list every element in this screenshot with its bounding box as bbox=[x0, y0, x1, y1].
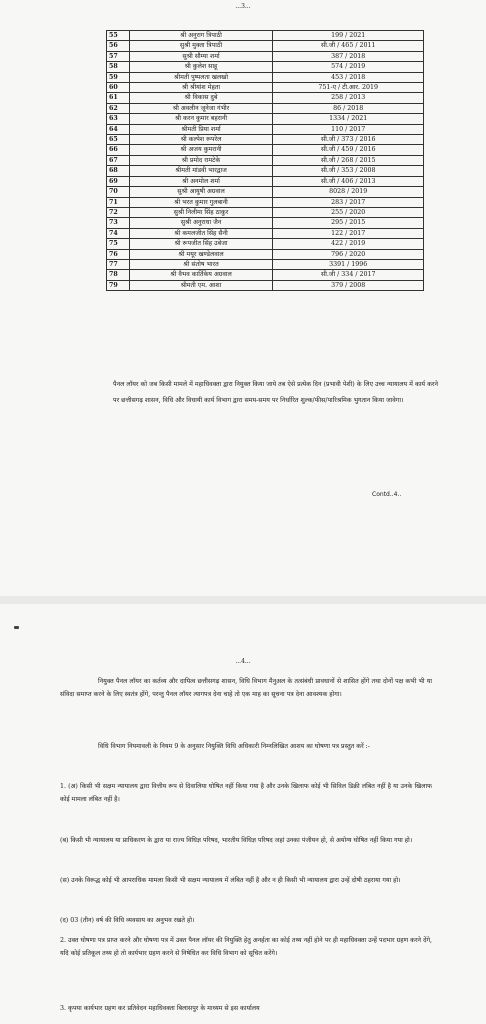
serial-number-cell: 71 bbox=[107, 197, 130, 207]
serial-number-cell: 79 bbox=[107, 280, 130, 290]
declaration-point-3: 3. कृपया कार्यभार ग्रहण कर प्रतिवेदन महाधिवक्ता बिलासपुर के माध्यम से इस कार्यालय bbox=[60, 1005, 260, 1012]
table-row bbox=[107, 155, 424, 165]
serial-number-cell: 69 bbox=[107, 176, 130, 186]
table-row bbox=[107, 187, 424, 197]
serial-number-cell: 73 bbox=[107, 218, 130, 228]
table-row bbox=[107, 62, 424, 72]
enrollment-number-cell: सी.जी / 465 / 2011 bbox=[273, 41, 424, 51]
table-row bbox=[107, 103, 424, 113]
lawyer-name-cell: श्री करन कुमार बहरानी bbox=[129, 114, 273, 124]
lawyer-name-cell: श्रीमती एम. आशा bbox=[129, 280, 273, 290]
lawyer-name-cell: सुश्री अनुराधा जैन bbox=[129, 218, 273, 228]
enrollment-number-cell: 122 / 2017 bbox=[273, 228, 424, 238]
enrollment-number-cell: 295 / 2015 bbox=[273, 218, 424, 228]
table-row bbox=[107, 124, 424, 134]
serial-number-cell: 56 bbox=[107, 41, 130, 51]
enrollment-number-cell: सी.जी / 459 / 2016 bbox=[273, 145, 424, 155]
scan-mark bbox=[14, 626, 19, 629]
table-row bbox=[107, 41, 424, 51]
declaration-point-2: 2. उक्त घोषणा पत्र प्राप्त करने और घोषणा पत्र में उक्त पैनल लॉयर की नियुक्ति हेतु अनर्हता का कोई तथ्य नहीं होने पर ही महाधिवक्ता उन्हें पदभार ग्रहण करने देंगे, यदि कोई प्रतिकूल तथ्य हो तो कार्यभार ग्रहण करने से निषेधित कर विधि विभाग को सूचित करेंगे। bbox=[60, 937, 432, 957]
serial-number-cell: 70 bbox=[107, 187, 130, 197]
page-number: ...4... bbox=[235, 658, 251, 665]
lawyer-name-cell: श्री अजय कुमरानी bbox=[129, 145, 273, 155]
enrollment-number-cell: 1334 / 2021 bbox=[273, 114, 424, 124]
table-row bbox=[107, 93, 424, 103]
duty-paragraph: नियुक्त पैनल लॉयर का कर्तव्य और दायित्व छत्तीसगढ़ शासन, विधि विभाग मैनुअल के तत्संबंधी प्रावधानों से शासित होंगे तथा दोनों पक्ष कभी भी या संविदा समाप्त करने के लिए स्वतंत्र होंगे, परन्तु पैनल लॉयर त्यागपत्र देना चाहे तो एक माह का सूचना पत्र देना आवश्यक होगा। bbox=[60, 678, 432, 698]
declaration-item-a: 1. (अ) किसी भी सक्षम न्यायालय द्वारा वित्तीय रूप से दिवालिया घोषित नहीं किया गया है और उनके खिलाफ कोई भी सिविल डिक्री लंबित नहीं है या उनके खिलाफ कोई मामला लंबित नहीं है। bbox=[60, 783, 432, 803]
table-row bbox=[107, 145, 424, 155]
table-row bbox=[107, 259, 424, 269]
enrollment-number-cell: 796 / 2020 bbox=[273, 249, 424, 259]
table-row bbox=[107, 249, 424, 259]
enrollment-number-cell: 3391 / 1996 bbox=[273, 259, 424, 269]
declaration-item-d: (द) 03 (तीन) वर्ष की विधि व्यवसाय का अनुभव रखते हो। bbox=[60, 917, 195, 924]
enrollment-number-cell: 422 / 2019 bbox=[273, 239, 424, 249]
enrollment-number-cell: सी.जी / 268 / 2015 bbox=[273, 155, 424, 165]
enrollment-number-cell: 387 / 2018 bbox=[273, 51, 424, 61]
table-row bbox=[107, 83, 424, 93]
table-row bbox=[107, 114, 424, 124]
serial-number-cell: 55 bbox=[107, 31, 130, 41]
enrollment-number-cell: 255 / 2020 bbox=[273, 207, 424, 217]
serial-number-cell: 65 bbox=[107, 135, 130, 145]
lawyer-name-cell: श्री कमलजीत सिंह सैनी bbox=[129, 228, 273, 238]
table-row bbox=[107, 72, 424, 82]
serial-number-cell: 57 bbox=[107, 51, 130, 61]
lawyer-name-cell: श्री अवलीन जूनेजा गंभीर bbox=[129, 103, 273, 113]
lawyer-name-cell: श्रीमती प्रिया शर्मा bbox=[129, 124, 273, 134]
table-row bbox=[107, 280, 424, 290]
table-body bbox=[107, 31, 424, 291]
continued-note: Contd..4.. bbox=[372, 491, 402, 498]
enrollment-number-cell: 283 / 2017 bbox=[273, 197, 424, 207]
lawyer-name-cell: श्री कल्पेश रूपरेल bbox=[129, 135, 273, 145]
lawyer-name-cell: श्रीमती पुष्पलता खलखो bbox=[129, 72, 273, 82]
serial-number-cell: 59 bbox=[107, 72, 130, 82]
lawyer-name-cell: सुश्री आयुषी अग्रवाल bbox=[129, 187, 273, 197]
table-row bbox=[107, 218, 424, 228]
table-row bbox=[107, 166, 424, 176]
lawyer-name-cell: सुश्री सौम्या शर्मा bbox=[129, 51, 273, 61]
serial-number-cell: 68 bbox=[107, 166, 130, 176]
serial-number-cell: 58 bbox=[107, 62, 130, 72]
serial-number-cell: 77 bbox=[107, 259, 130, 269]
table-row bbox=[107, 207, 424, 217]
enrollment-number-cell: 379 / 2008 bbox=[273, 280, 424, 290]
serial-number-cell: 60 bbox=[107, 83, 130, 93]
table-row bbox=[107, 135, 424, 145]
enrollment-number-cell: 110 / 2017 bbox=[273, 124, 424, 134]
lawyer-name-cell: श्री अनमोल शर्मा bbox=[129, 176, 273, 186]
declaration-item-c: (स) उनके विरूद्ध कोई भी आपराधिक मामला किसी भी सक्षम न्यायालय में लंबित नहीं है और न ही किसी भी न्यायालय द्वारा उन्हें दोषी ठहराया गया हो। bbox=[60, 877, 401, 884]
lawyer-name-cell: श्रीमती मांडवी भारद्वाज bbox=[129, 166, 273, 176]
table-row bbox=[107, 228, 424, 238]
lawyer-name-cell: श्री कुलेश साहू bbox=[129, 62, 273, 72]
enrollment-number-cell: सी.जी / 353 / 2008 bbox=[273, 166, 424, 176]
lawyer-name-cell: श्री संतोष भारत bbox=[129, 259, 273, 269]
lawyer-name-cell: श्री वैभव कार्तिकेय अग्रवाल bbox=[129, 270, 273, 280]
table-row bbox=[107, 239, 424, 249]
serial-number-cell: 74 bbox=[107, 228, 130, 238]
lawyer-name-cell: श्री श्रीयांश मेहता bbox=[129, 83, 273, 93]
fee-paragraph: पैनल लॉयर को जब किसी मामले में महाधिवक्ता द्वारा नियुक्त किया जाये तब ऐसे प्रत्येक दिन (प्रभावी पेशी) के लिए उच्च न्यायालय में कार्य करने पर छत्तीसगढ़ शासन, विधि और विधायी कार्य विभाग द्वारा समय-समय पर निर्धारित शुल्क/फीस/पारिश्रमिक भुगतान किया जावेगा। bbox=[113, 381, 438, 404]
rule-paragraph: विधि विभाग नियमावली के नियम 9 के अनुसार नियुक्ति विधि अधिकारी निम्नलिखित आशय का घोषणा पत्र प्रस्तुत करें :- bbox=[98, 743, 370, 750]
page-number: ...3... bbox=[235, 3, 251, 10]
enrollment-number-cell: 199 / 2021 bbox=[273, 31, 424, 41]
panel-lawyer-table bbox=[106, 30, 424, 291]
serial-number-cell: 78 bbox=[107, 270, 130, 280]
enrollment-number-cell: सी.जी / 406 / 2013 bbox=[273, 176, 424, 186]
enrollment-number-cell: 574 / 2019 bbox=[273, 62, 424, 72]
serial-number-cell: 76 bbox=[107, 249, 130, 259]
table-row bbox=[107, 51, 424, 61]
document-page-4 bbox=[0, 604, 486, 1024]
enrollment-number-cell: 453 / 2018 bbox=[273, 72, 424, 82]
enrollment-number-cell: 8028 / 2019 bbox=[273, 187, 424, 197]
serial-number-cell: 72 bbox=[107, 207, 130, 217]
serial-number-cell: 62 bbox=[107, 103, 130, 113]
serial-number-cell: 63 bbox=[107, 114, 130, 124]
lawyer-name-cell: श्री अनुराग त्रिपाठी bbox=[129, 31, 273, 41]
table-row bbox=[107, 31, 424, 41]
lawyer-name-cell: श्री भरत कुमार गुलबानी bbox=[129, 197, 273, 207]
serial-number-cell: 66 bbox=[107, 145, 130, 155]
serial-number-cell: 61 bbox=[107, 93, 130, 103]
serial-number-cell: 67 bbox=[107, 155, 130, 165]
enrollment-number-cell: 86 / 2018 bbox=[273, 103, 424, 113]
lawyer-name-cell: सुश्री निलीमा सिंह ठाकुर bbox=[129, 207, 273, 217]
serial-number-cell: 64 bbox=[107, 124, 130, 134]
enrollment-number-cell: 258 / 2013 bbox=[273, 93, 424, 103]
lawyer-name-cell: श्री मयूर खण्डेलवाल bbox=[129, 249, 273, 259]
lawyer-name-cell: श्री प्रमोद रामटेके bbox=[129, 155, 273, 165]
lawyer-name-cell: सुश्री मुक्ता त्रिपाठी bbox=[129, 41, 273, 51]
table-row bbox=[107, 197, 424, 207]
enrollment-number-cell: 751-ए / टी.आर. 2019 bbox=[273, 83, 424, 93]
lawyer-name-cell: श्री रूपजीत सिंह उबेजा bbox=[129, 239, 273, 249]
declaration-item-b: (ब) किसी भी न्यायालय या प्राधिकरण के द्वारा या राज्य विधिज्ञ परिषद, भारतीय विधिज्ञ परिषद जहां उनका पंजीयन हो, से अयोग्य घोषित नहीं किया गया हो। bbox=[60, 837, 413, 844]
table-row bbox=[107, 270, 424, 280]
lawyer-name-cell: श्री विकास दुबे bbox=[129, 93, 273, 103]
table-row bbox=[107, 176, 424, 186]
serial-number-cell: 75 bbox=[107, 239, 130, 249]
enrollment-number-cell: सी.जी / 334 / 2017 bbox=[273, 270, 424, 280]
enrollment-number-cell: सी.जी / 373 / 2016 bbox=[273, 135, 424, 145]
